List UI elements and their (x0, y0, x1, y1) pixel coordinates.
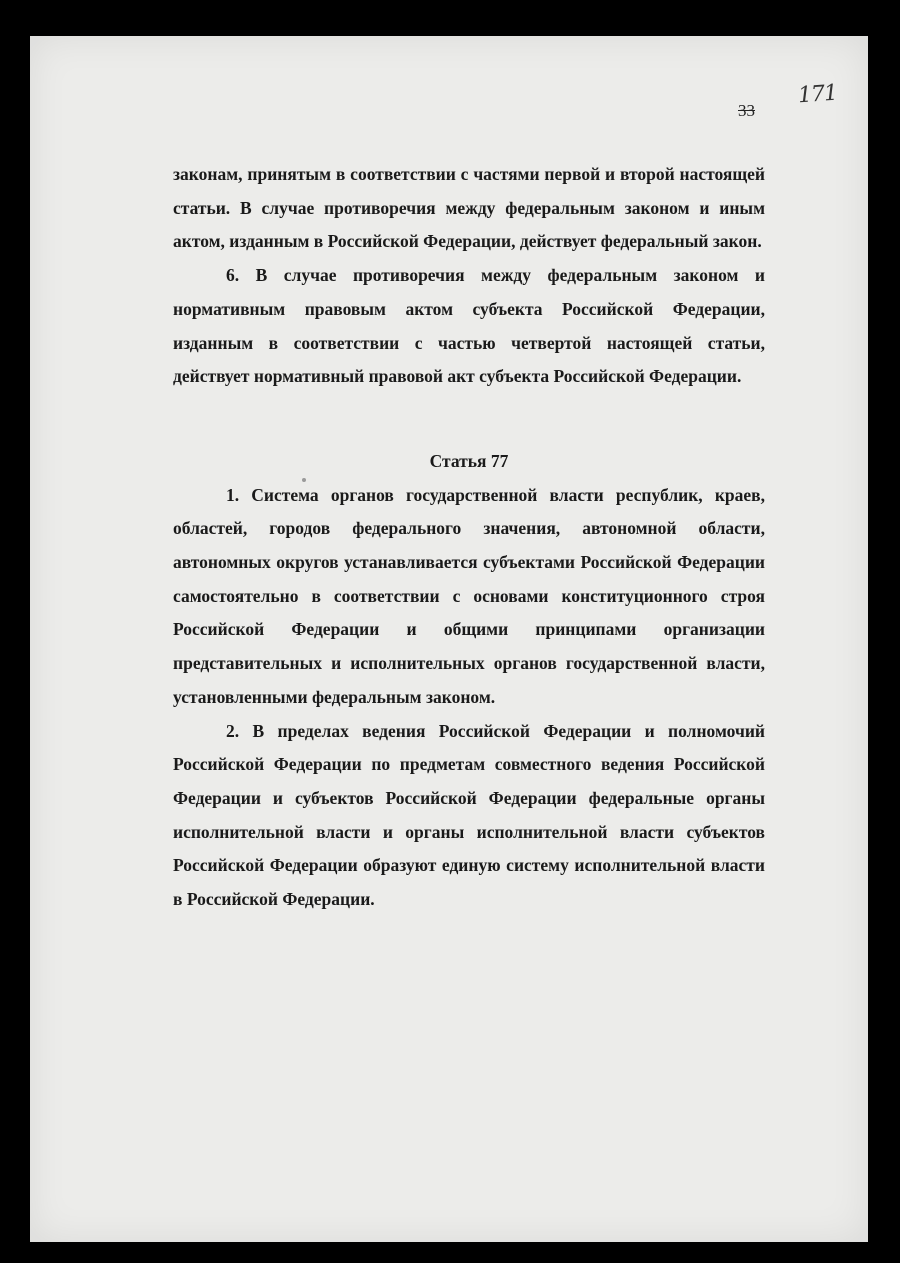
paragraph-point-6: 6. В случае противоречия между федеральным законом и нормативным правовым актом субъекта Российской Федерации, изданным в соответствии с частью четвертой настоящей статьи, действует нормативный правовой акт субъекта Российской Федерации. (173, 265, 765, 387)
paragraph-point-2: 2. В пределах ведения Российской Федерации и полномочий Российской Федерации по предметам совместного ведения Российской Федерации и субъектов Российской Федерации федеральные органы исполнительной власти и органы исполнительной власти субъектов Российской Федерации образуют единую систему исполнительной власти в Российской Федерации. (173, 720, 765, 910)
paragraph-point-1: 1. Система органов государственной власти республик, краев, областей, городов федерального значения, автономной области, автономных округов устанавливается субъектами Российской Федерации самостоятельно в соответствии с основами конституционного строя Российской Федерации и общими принципами организации представительных и исполнительных органов государственной власти, установленными федеральным законом. (173, 484, 765, 707)
handwritten-page-mark: 171 (797, 80, 838, 109)
article-heading: Статья 77 (429, 450, 509, 471)
document-body (173, 158, 765, 917)
paragraph-continuation: законам, принятым в соответствии с частями первой и второй настоящей статьи. В случае противоречия между федеральным законом и иным актом, изданным в Российской Федерации, действует федеральный закон. (173, 164, 765, 252)
document-page (30, 36, 868, 1242)
page-number: 33 (738, 101, 755, 120)
